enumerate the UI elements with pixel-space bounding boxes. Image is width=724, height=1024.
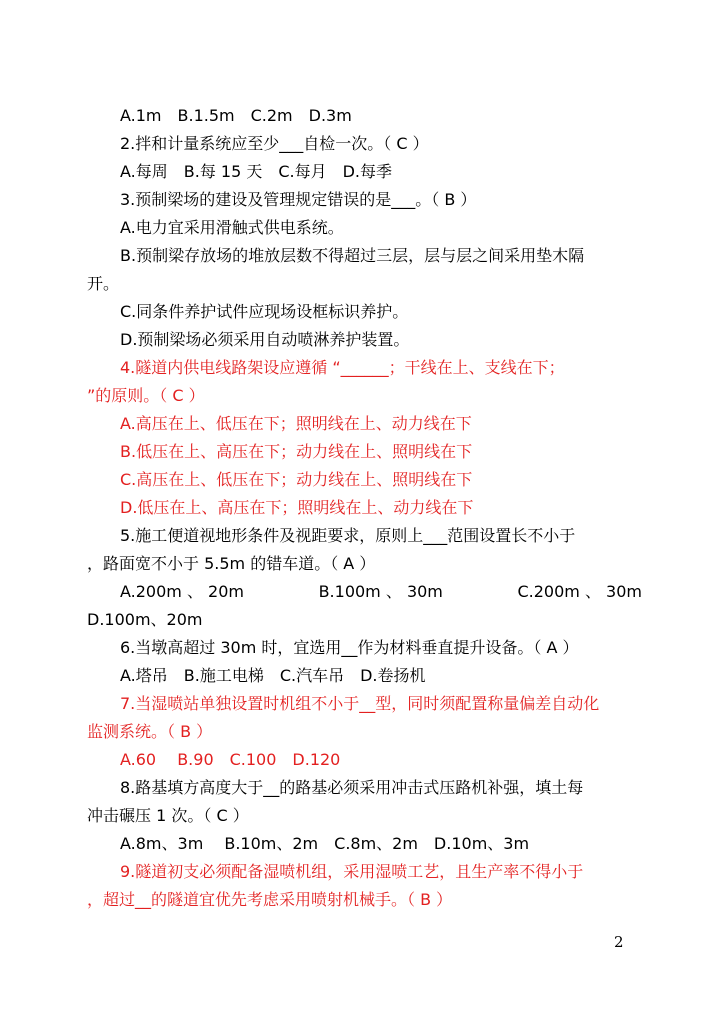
- q5-option-c: C.200m 、 30m: [517, 582, 642, 601]
- q7-options: A.60 B.90 C.100 D.120: [120, 750, 341, 769]
- q5-option-b: B.100m 、 30m: [318, 582, 443, 601]
- q5-options-row: [120, 580, 642, 604]
- q3-option-a: A.电力宜采用滑触式供电系统。: [120, 218, 344, 237]
- q3-question: 3.预制梁场的建设及管理规定错误的是___。（ B ）: [120, 190, 477, 209]
- q5-question-continued: ，路面宽不小于 5.5m 的错车道。（ A ）: [87, 554, 376, 573]
- q4-question-continued: ”的原则。（ C ）: [87, 386, 205, 405]
- q4-option-b: B.低压在上、高压在下；动力线在上、照明线在下: [120, 442, 473, 461]
- q7-question: 7.当湿喷站单独设置时机组不小于__型，同时须配置称量偏差自动化: [120, 694, 600, 713]
- q9-question: 9.隧道初支必须配备湿喷机组，采用湿喷工艺，且生产率不得小于: [120, 862, 584, 881]
- q3-option-b: B.预制梁存放场的堆放层数不得超过三层，层与层之间采用垫木隔: [120, 246, 585, 265]
- q5-option-d: D.100m、20m: [87, 610, 203, 629]
- q2-question: 2.拌和计量系统应至少___自检一次。（ C ）: [120, 134, 429, 153]
- page-number: 2: [614, 933, 624, 951]
- q4-question: 4.隧道内供电线路架设应遵循 “______；干线在上、支线在下；: [120, 358, 565, 377]
- q8-question: 8.路基填方高度大于__的路基必须采用冲击式压路机补强，填土每: [120, 778, 584, 797]
- q7-question-continued: 监测系统。（ B ）: [87, 722, 213, 741]
- q4-option-c: C.高压在上、低压在下；动力线在上、照明线在下: [120, 470, 473, 489]
- q9-question-continued: ，超过__的隧道宜优先考虑采用喷射机械手。（ B ）: [87, 890, 453, 909]
- q5-question: 5.施工便道视地形条件及视距要求，原则上___范围设置长不小于: [120, 526, 576, 545]
- q6-question: 6.当墩高超过 30m 时，宜选用__作为材料垂直提升设备。（ A ）: [120, 638, 579, 657]
- q3-option-d: D.预制梁场必须采用自动喷淋养护装置。: [120, 330, 410, 349]
- q4-option-d: D.低压在上、高压在下；照明线在上、动力线在下: [120, 498, 474, 517]
- q3-option-c: C.同条件养护试件应现场设框标识养护。: [120, 302, 409, 321]
- q4-option-a: A.高压在上、低压在下；照明线在上、动力线在下: [120, 414, 472, 433]
- q1-options: A.1m B.1.5m C.2m D.3m: [120, 106, 352, 125]
- q2-options: A.每周 B.每 15 天 C.每月 D.每季: [120, 162, 393, 181]
- q5-option-a: A.200m 、 20m: [120, 582, 244, 601]
- q6-options: A.塔吊 B.施工电梯 C.汽车吊 D.卷扬机: [120, 666, 426, 685]
- q8-options: A.8m、3m B.10m、2m C.8m、2m D.10m、3m: [120, 834, 530, 853]
- q3-option-b-continued: 开。: [87, 274, 120, 293]
- q8-question-continued: 冲击碾压 1 次。（ C ）: [87, 806, 249, 825]
